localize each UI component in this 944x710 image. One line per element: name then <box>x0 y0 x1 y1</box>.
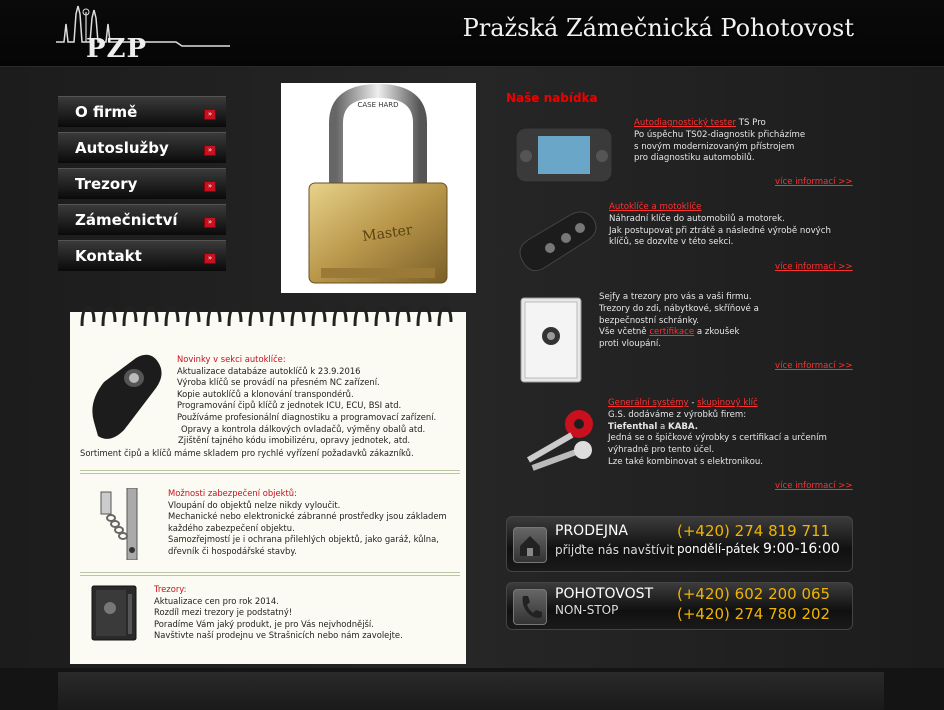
offer-line: G.S. dodáváme z výrobků firem: <box>608 409 747 420</box>
news-line: Opravy a kontrola dálkových ovladačů, výměny obalů atd. <box>181 423 426 434</box>
offer-line: Jedná se o špičkové výrobky s certifikací a určením <box>608 433 827 444</box>
safe-white-image-icon <box>519 296 583 384</box>
news-zabezpeceni-section <box>168 488 447 558</box>
skupinovy-klic-link[interactable]: skupinový klíč <box>697 398 758 408</box>
offer-line: pro diagnostiku automobilů. <box>634 153 755 164</box>
site-header <box>0 0 944 67</box>
news-line: Aktualizace databáze autoklíčů k 23.9.2016 <box>177 365 361 376</box>
offer-generalni-systemy <box>608 398 827 469</box>
offer-link-suffix: TS Pro <box>736 118 766 128</box>
news-trezory-section <box>154 584 403 642</box>
emergency-contact-box <box>506 582 853 630</box>
generalni-systemy-link[interactable]: Generální systémy <box>608 398 689 408</box>
offer-autoklice-link[interactable]: Autoklíče a motoklíče <box>609 202 702 212</box>
offer-line: klíčů, se dozvíte v této sekci. <box>609 237 734 248</box>
offer-line: Náhradní klíče do automobilů a motorek. <box>609 213 785 224</box>
news-line: Poradíme Vám jaký produkt, je pro Vás nejvhodnější. <box>154 618 374 629</box>
nav-item-label: Zámečnictví <box>75 211 178 229</box>
news-line: Programování čipů klíčů z jednotek ICU, ECU, BSI atd. <box>177 400 402 411</box>
more-info-link[interactable]: více informací >> <box>775 481 853 491</box>
padlock-brand-text: Master <box>361 222 414 245</box>
news-footer: Sortiment čipů a klíčů máme skladem pro rychlé vyřízení požadavků zákazníků. <box>80 448 414 458</box>
section-title: Trezory: <box>154 584 187 594</box>
offer-line: s novým modernizovaným přístrojem <box>634 141 795 152</box>
padlock-image <box>281 83 476 293</box>
arrow-right-icon: » <box>204 109 216 120</box>
offer-line-pre: Vše včetně <box>599 327 650 338</box>
emergency-phone-1[interactable]: (+420) 602 200 065 <box>677 585 831 603</box>
link-separator: - <box>688 398 698 408</box>
news-line: Výroba klíčů se provádí na přesném NC zařízení. <box>177 377 380 388</box>
section-title: Novinky v sekci autoklíče: <box>177 354 286 364</box>
shop-hours: 9:00-16:00 <box>763 541 840 557</box>
news-line: Samozřejmostí je i ochrana přilehlých objektů, jako garáž, kůlna, <box>168 534 439 545</box>
offer-line: Lze také kombinovat s elektronikou. <box>608 456 764 467</box>
nav-item-zamecnictvi[interactable] <box>58 204 226 235</box>
nav-item-trezory[interactable] <box>58 168 226 199</box>
news-line: Kopie autoklíčů a klonování transpondérů. <box>177 388 354 399</box>
offer-line: Trezory do zdi, nábytkové, skříňové a <box>599 303 759 314</box>
news-line: dřevník či hospodářské stavby. <box>168 545 297 556</box>
offer-autoklice <box>609 202 831 249</box>
main-nav <box>58 96 226 276</box>
news-autoklice-section <box>177 354 436 447</box>
offer-line: Jak postupovat při ztrátě a následné výrobě nových <box>609 225 831 236</box>
shop-contact-box <box>506 516 853 572</box>
emergency-subtext: NON-STOP <box>555 603 619 617</box>
news-line: každého zabezpečení objektu. <box>168 522 295 533</box>
diagnostic-tester-image-icon <box>514 122 614 186</box>
site-title: Pražská Zámečnická Pohotovost <box>462 14 854 42</box>
car-key-image-icon <box>84 352 166 444</box>
arrow-right-icon: » <box>204 217 216 228</box>
car-remote-key-image-icon <box>514 206 604 276</box>
shop-subtext: přijďte nás navštívit <box>555 543 675 557</box>
more-info-link[interactable]: více informací >> <box>775 361 853 371</box>
nav-item-label: Autoslužby <box>75 139 169 157</box>
offer-line-post: a zkoušek <box>694 327 740 338</box>
nav-item-autosluzby[interactable] <box>58 132 226 163</box>
more-info-link[interactable]: více informací >> <box>775 177 853 187</box>
offer-tester-link[interactable]: Autodiagnostický tester <box>634 118 736 128</box>
arrow-right-icon: » <box>204 145 216 156</box>
offer-line: Po úspěchu TS02-diagnostik přicházíme <box>634 129 806 140</box>
nav-item-kontakt[interactable] <box>58 240 226 271</box>
news-line: Mechanické nebo elektronické zábranné prostředky jsou základem <box>168 511 447 522</box>
divider <box>80 470 460 474</box>
door-chain-image-icon <box>97 488 143 560</box>
keys-image-icon <box>517 404 601 478</box>
arrow-right-icon: » <box>204 253 216 264</box>
news-line: Vloupání do objektů nelze nikdy vyloučit. <box>168 499 341 510</box>
nav-item-label: O firmě <box>75 103 138 121</box>
emergency-heading: POHOTOVOST <box>555 586 654 602</box>
news-line: Zjištění tajného kódu imobilizéru, opravy jednotek, atd. <box>178 435 411 446</box>
offer-trezory <box>599 292 759 351</box>
phone-icon <box>513 589 547 625</box>
nav-item-label: Trezory <box>75 175 138 193</box>
offer-line: výhradně pro tento účel. <box>608 445 715 456</box>
offer-line: proti vloupání. <box>599 339 662 350</box>
news-line: Aktualizace cen pro rok 2014. <box>154 595 279 606</box>
brand-sep: a <box>657 421 669 432</box>
news-line: Rozdíl mezi trezory je podstatný! <box>154 607 293 618</box>
news-line: Používáme profesionální diagnostiku a programovací zařízení. <box>177 411 437 422</box>
offer-line: bezpečnostní schránky. <box>599 315 699 326</box>
section-title: Možnosti zabezpečení objektů: <box>168 488 297 498</box>
news-line: Navštivte naší prodejnu ve Strašnicích nebo nám zavolejte. <box>154 630 403 641</box>
padlock-shackle-text: CASE HARD <box>357 101 399 109</box>
divider <box>80 572 460 576</box>
store-icon <box>513 527 547 563</box>
certifikace-link[interactable]: certifikace <box>649 327 695 338</box>
offer-line: Sejfy a trezory pro vás a vaši firmu. <box>599 292 752 302</box>
nav-item-label: Kontakt <box>75 247 142 265</box>
shop-heading: PRODEJNA <box>555 523 628 539</box>
logo-text[interactable]: PZP <box>86 34 148 64</box>
offers-title: Naše nabídka <box>506 91 598 105</box>
shop-days: pondělí-pátek <box>677 542 760 556</box>
shop-phone[interactable]: (+420) 274 819 711 <box>677 522 831 540</box>
arrow-right-icon: » <box>204 181 216 192</box>
nav-item-o-firme[interactable] <box>58 96 226 127</box>
offer-tester <box>634 118 805 165</box>
more-info-link[interactable]: více informací >> <box>775 262 853 272</box>
brand-kaba: KABA. <box>668 421 698 432</box>
brand-tiefenthal: Tiefenthal <box>608 421 658 432</box>
safe-image-icon <box>90 584 138 642</box>
emergency-phone-2[interactable]: (+420) 274 780 202 <box>677 605 831 623</box>
padlock-icon <box>281 83 476 293</box>
spiral-binding-icon <box>70 298 466 338</box>
footer-inner <box>58 672 884 710</box>
